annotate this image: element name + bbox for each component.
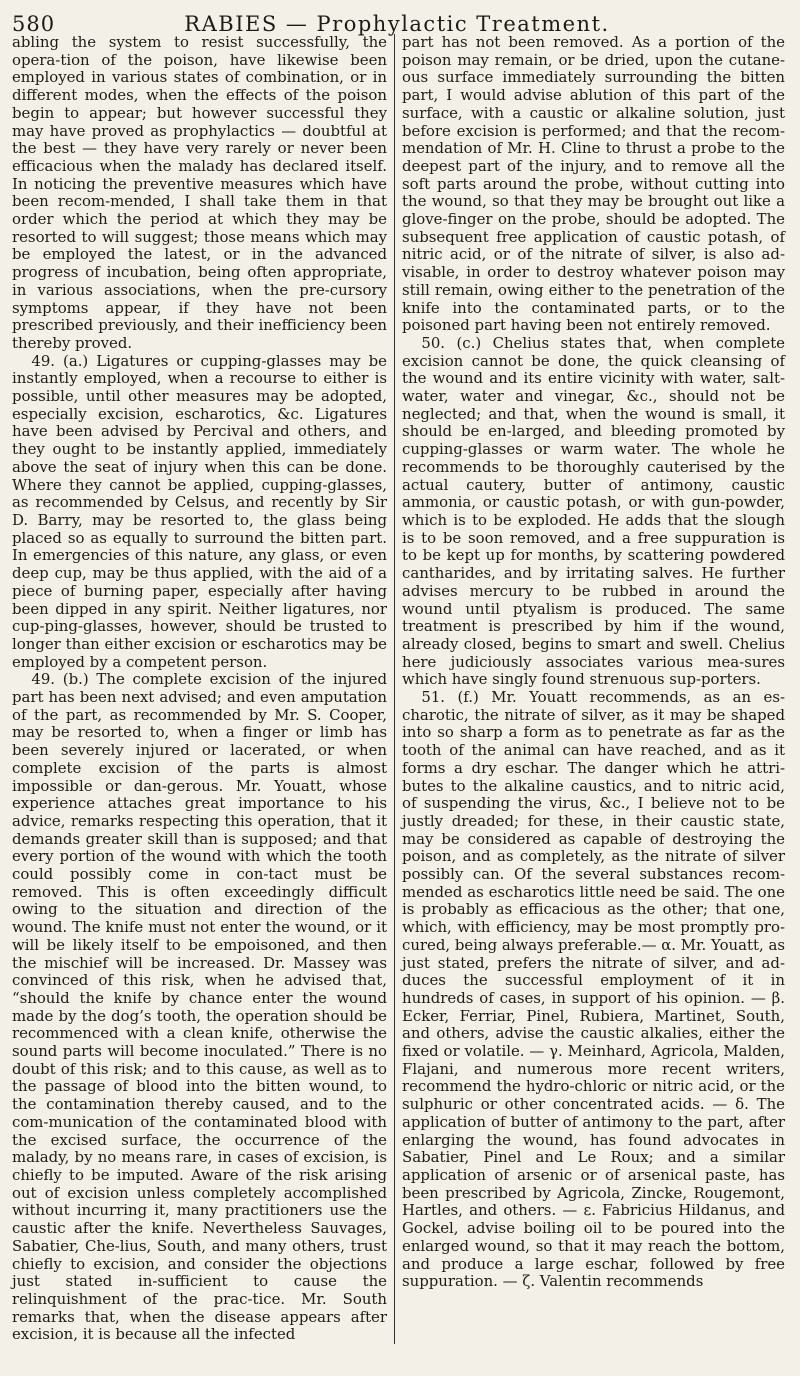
paragraph: 49. (b.) The complete excision of the injured part has been next advised; and even amputation of the part, as recommended by Mr. S. Cooper, may be resorted to, when a finger or limb has been severely injured or lacerated, or when complete excision of the parts is almost impossible or dan-gerous. Mr. Youatt, whose experience attaches great importance to his advice, remarks respecting this operation, that it demands greater skill than is supposed; and that every portion of the wound with which the tooth could possibly come in con-tact must be removed. This is often exceedingly difficult owing to the situation and direction of the wound. The knife must not enter the wound, or it will be likely itself to be empoisoned, and then the mischief will be increased. Dr. Massey was convinced of this risk, when he advised that, “should the knife by chance enter the wound made by the dog’s tooth, the operation should be recommenced with a clean knife, otherwise the sound parts will become inoculated.” There is no doubt of this risk; and to this cause, as well as to the passage of blood into the bitten wound, to the contamination thereby caused, and to the com-munication of the contaminated blood with the excised surface, the occurrence of the malady, by no means rare, in cases of excision, is chiefly to be imputed. Aware of the risk arising out of excision unless completely accomplished without incurring it, many practitioners use the caustic after the knife. Nevertheless Sauvages, Sabatier, Che-lius, South, and many others, trust chiefly to excision, and consider the objections just stated in-sufficient to cause the relinquishment of the prac-tice. Mr. South remarks that, when the disease appears after excision, it is because all the infected: [12, 670, 387, 1344]
page-number: 580: [12, 12, 56, 36]
paragraph: abling the system to resist successfully, the opera-tion of the poison, have likewise been employed in various states of combination, or in different modes, when the effects of the poison begin to appear; but however successful they may have proved as prophylactics — doubtful at the best — they have very rarely or never been efficacious when the malady has declared itself. In noticing the preventive measures which have been recom-mended, I shall take them in that order which the period at which they may be resorted to will suggest; those means which may be employed the latest, or in the advanced progress of incubation, being often appropriate, in various associations, when the pre-cursory symptoms appear, if they have not been prescribed previously, and their inefficiency been thereby proved.: [12, 33, 387, 352]
text-columns: [12, 34, 786, 1344]
running-title: RABIES — Prophylactic Treatment.: [184, 12, 610, 36]
paragraph: 51. (f.) Mr. Youatt recommends, as an es-charotic, the nitrate of silver, as it may be shaped into so sharp a form as to penetrate as far as the tooth of the animal can have reached, and as it forms a dry eschar. The danger which he attri-butes to the alkaline caustics, and to nitric acid, of suspending the virus, &c., I believe not to be justly dreaded; for these, in their caustic state, may be considered as capable of destroying the poison, and as completely, as the nitrate of silver possibly can. Of the several substances recom-mended as escharotics little need be said. The one is probably as efficacious as the other; that one, which, with efficiency, may be most promptly pro-cured, being always preferable.— α. Mr. Youatt, as just stated, prefers the nitrate of silver, and ad-duces the successful employment of it in hundreds of cases, in support of his opinion. — β. Ecker, Ferriar, Pinel, Rubiera, Martinet, South, and others, advise the caustic alkalies, either the fixed or volatile. — γ. Meinhard, Agricola, Malden, Flajani, and numerous more recent writers, recommend the hydro-chloric or nitric acid, or the sulphuric or other concentrated acids. — δ. The application of butter of antimony to the part, after enlarging the wound, has found advocates in Sabatier, Pinel and Le Roux; and a similar application of arsenic or of arsenical paste, has been prescribed by Agricola, Zincke, Rougemont, Hartles, and others. — ε. Fabricius Hildanus, and Gockel, advise boiling oil to be poured into the enlarged wound, so that it may reach the bottom, and produce a large eschar, followed by free suppuration. — ζ. Valentin recommends: [402, 688, 785, 1291]
right-column: [395, 34, 785, 1344]
paragraph: part has not been removed. As a portion of the poison may remain, or be dried, upon the cutane-ous surface immediately surrounding the bitten part, I would advise ablution of this part of the surface, with a caustic or alkaline solution, just before excision is performed; and that the recom-mendation of Mr. H. Cline to thrust a probe to the deepest part of the injury, and to remove all the soft parts around the probe, without cutting into the wound, so that they may be brought out like a glove-finger on the probe, should be adopted. The subsequent free application of caustic potash, of nitric acid, or of the nitrate of silver, is also ad-visable, in order to destroy whatever poison may still remain, owing either to the penetration of the knife into the contaminated parts, or to the poisoned part having been not entirely removed.: [402, 33, 785, 335]
left-column: [12, 34, 395, 1344]
paragraph: 50. (c.) Chelius states that, when complete excision cannot be done, the quick cleansing of the wound and its entire vicinity with water, salt-water, water and vinegar, &c., should not be neglected; and that, when the wound is small, it should be en-larged, and bleeding promoted by cupping-glasses or warm water. The whole he recommends to be thoroughly cauterised by the actual cautery, butter of antimony, caustic ammonia, or caustic potash, or with gun-powder, which is to be exploded. He adds that the slough is to be soon removed, and a free suppuration is to be kept up for months, by scattering powdered cantharides, and by irritating salves. He further advises mercury to be rubbed in around the wound until ptyalism is produced. The same treatment is prescribed by him if the wound, already closed, begins to smart and swell. Chelius here judiciously associates various mea-sures which have singly found strenuous sup-porters.: [402, 333, 785, 689]
paragraph: 49. (a.) Ligatures or cupping-glasses may be instantly employed, when a recourse to either is possible, until other measures may be adopted, especially excision, escharotics, &c. Ligatures have been advised by Percival and others, and they ought to be instantly applied, immediately above the seat of injury when this can be done. Where they cannot be applied, cupping-glasses, as recommended by Celsus, and recently by Sir D. Barry, may be resorted to, the glass being placed so as equally to surround the bitten part. In emergencies of this nature, any glass, or even deep cup, may be thus applied, with the aid of a piece of burning paper, especially after having been dipped in any spirit. Neither ligatures, nor cup-ping-glasses, however, should be trusted to longer than either excision or escharotics may be employed by a competent person.: [12, 351, 387, 671]
